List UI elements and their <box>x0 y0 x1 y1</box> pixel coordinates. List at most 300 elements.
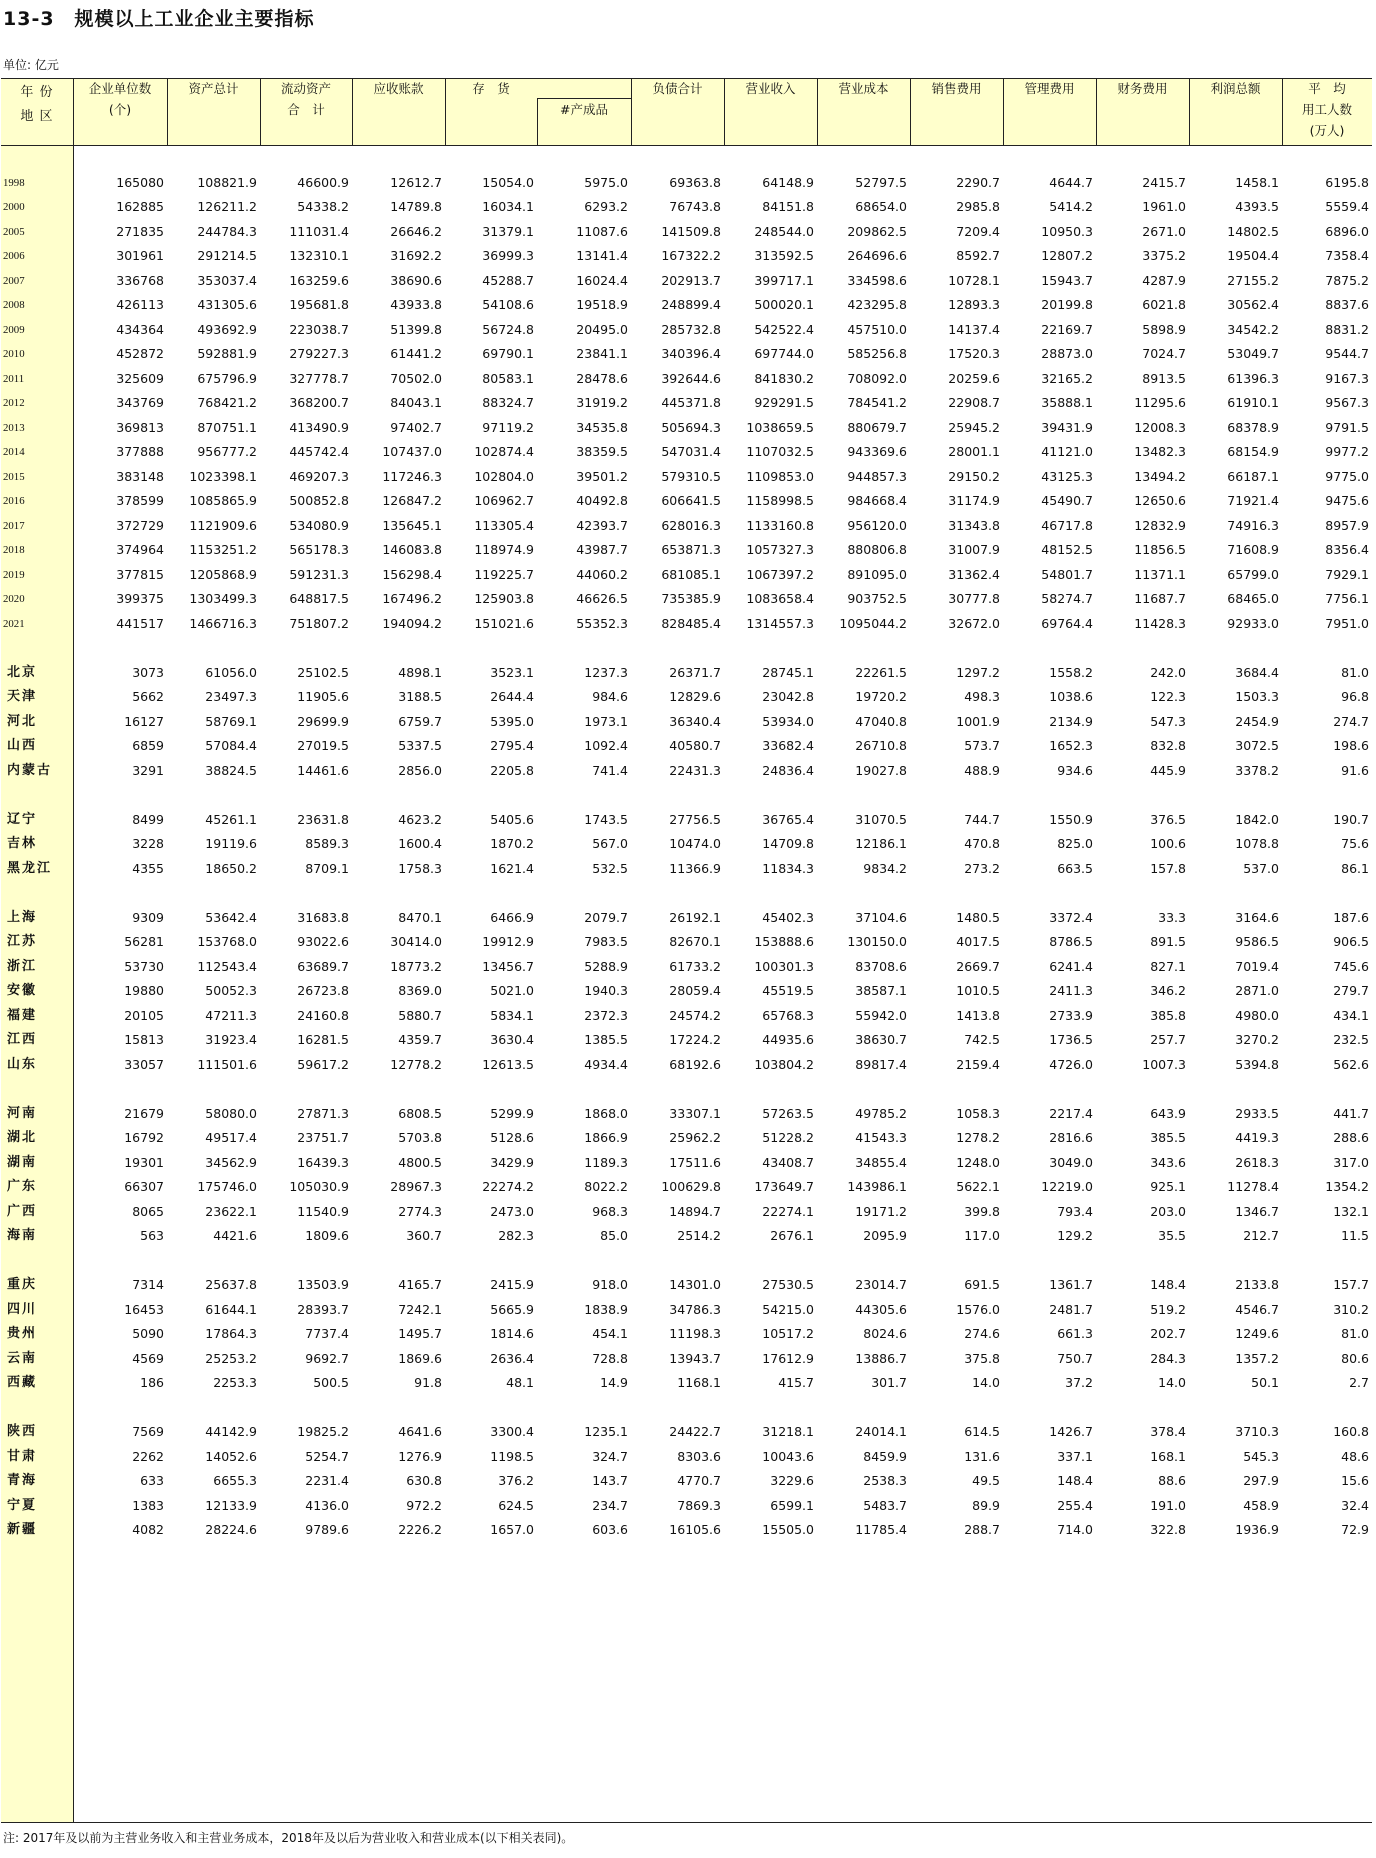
table-cell: 7875.2 <box>1325 272 1369 288</box>
col-employees-header-2: 用工人数 <box>1301 102 1352 117</box>
table-cell: 56281 <box>124 934 164 949</box>
table-cell: 2514.2 <box>677 1228 721 1243</box>
table-cell: 39431.9 <box>1041 419 1093 435</box>
table-cell: 751807.2 <box>289 615 349 631</box>
table-cell: 4569 <box>132 1350 164 1366</box>
stub-column-background <box>1 78 73 1823</box>
col-enterprises-unit: (个) <box>108 102 132 117</box>
table-cell: 5665.9 <box>490 1301 534 1317</box>
table-cell: 28393.7 <box>297 1301 349 1317</box>
table-cell: 27756.5 <box>669 811 721 827</box>
table-cell: 2481.7 <box>1049 1301 1093 1317</box>
table-cell: 2.7 <box>1349 1375 1369 1390</box>
table-cell: 22261.5 <box>855 664 907 680</box>
table-cell: 11371.1 <box>1134 566 1186 582</box>
table-cell: 3710.3 <box>1235 1424 1279 1439</box>
year-label: 2017 <box>3 519 25 532</box>
table-cell: 648817.5 <box>289 591 349 606</box>
table-cell: 1600.4 <box>398 836 442 851</box>
table-cell: 956120.0 <box>847 517 907 533</box>
table-cell: 925.1 <box>1150 1179 1186 1194</box>
table-cell: 212.7 <box>1243 1228 1279 1243</box>
region-label: 安徽 <box>7 983 38 998</box>
table-cell: 91.8 <box>414 1375 442 1390</box>
table-cell: 5299.9 <box>490 1105 534 1121</box>
table-cell: 19119.6 <box>205 836 257 851</box>
table-cell: 264696.6 <box>847 248 907 263</box>
table-cell: 968.3 <box>592 1203 628 1219</box>
table-cell: 6195.8 <box>1325 174 1369 190</box>
table-cell: 9309 <box>132 909 164 925</box>
table-cell: 28059.4 <box>669 983 721 998</box>
table-cell: 22169.7 <box>1041 321 1093 337</box>
col-finance-expense-header: 财务费用 <box>1117 81 1168 96</box>
table-cell: 66307 <box>124 1179 164 1194</box>
table-cell: 441517 <box>116 615 164 631</box>
table-cell: 12186.1 <box>855 836 907 851</box>
table-cell: 469207.3 <box>289 468 349 484</box>
table-cell: 1248.0 <box>956 1154 1000 1170</box>
table-cell: 5975.0 <box>584 174 628 190</box>
table-cell: 19504.4 <box>1227 248 1279 263</box>
table-cell: 80583.1 <box>482 370 534 386</box>
table-cell: 372729 <box>116 517 164 533</box>
table-cell: 2871.0 <box>1235 983 1279 998</box>
table-cell: 7314 <box>132 1277 164 1292</box>
table-cell: 25253.2 <box>205 1350 257 1366</box>
table-cell: 614.5 <box>964 1424 1000 1439</box>
table-cell: 130150.0 <box>847 934 907 949</box>
table-cell: 1458.1 <box>1235 174 1279 190</box>
region-label: 天津 <box>7 689 38 704</box>
region-label: 广西 <box>7 1203 38 1219</box>
col-current-assets-header: 流动资产 <box>280 81 331 96</box>
table-cell: 29150.2 <box>948 468 1000 484</box>
table-cell: 4800.5 <box>398 1154 442 1170</box>
table-cell: 2538.3 <box>863 1473 907 1488</box>
table-cell: 50.1 <box>1251 1375 1279 1390</box>
table-cell: 2985.8 <box>956 199 1000 214</box>
table-cell: 7951.0 <box>1325 615 1369 631</box>
table-cell: 10474.0 <box>669 836 721 851</box>
table-cell: 1940.3 <box>584 983 628 998</box>
table-cell: 337.1 <box>1057 1448 1093 1464</box>
table-cell: 83708.6 <box>855 958 907 974</box>
table-cell: 12133.9 <box>205 1497 257 1513</box>
table-cell: 223038.7 <box>289 321 349 337</box>
table-cell: 48.6 <box>1341 1448 1369 1464</box>
table-cell: 4136.0 <box>305 1497 349 1513</box>
table-cell: 1973.1 <box>584 713 628 729</box>
data-table <box>1 78 1373 1823</box>
table-cell: 399375 <box>116 591 164 606</box>
year-label: 1998 <box>3 176 25 189</box>
table-cell: 92933.0 <box>1227 615 1279 631</box>
col-current-assets-header-2: 合 计 <box>287 102 325 117</box>
table-cell: 6655.3 <box>213 1473 257 1488</box>
table-cell: 573.7 <box>964 738 1000 753</box>
table-cell: 44935.6 <box>762 1032 814 1047</box>
table-cell: 1346.7 <box>1235 1203 1279 1219</box>
table-cell: 43408.7 <box>762 1154 814 1170</box>
header-bottom-rule <box>1 145 1372 146</box>
table-cell: 288.7 <box>964 1522 1000 1537</box>
table-cell: 37.2 <box>1065 1375 1093 1390</box>
table-cell: 61441.2 <box>390 346 442 361</box>
table-cell: 30562.4 <box>1227 297 1279 312</box>
region-label: 宁夏 <box>7 1497 38 1513</box>
table-cell: 1158998.5 <box>746 493 814 508</box>
table-cell: 100629.8 <box>661 1179 721 1194</box>
table-cell: 89817.4 <box>855 1056 907 1072</box>
table-cell: 534080.9 <box>289 517 349 533</box>
table-cell: 151021.6 <box>474 615 534 631</box>
stub-divider <box>73 78 74 1823</box>
table-cell: 984.6 <box>592 689 628 704</box>
table-cell: 12807.2 <box>1041 248 1093 263</box>
table-cell: 61644.1 <box>205 1301 257 1317</box>
table-cell: 5898.9 <box>1142 321 1186 337</box>
table-cell: 1838.9 <box>584 1301 628 1317</box>
table-cell: 8589.3 <box>305 836 349 851</box>
table-cell: 105030.9 <box>289 1179 349 1194</box>
table-cell: 44060.2 <box>576 566 628 582</box>
table-cell: 143986.1 <box>847 1179 907 1194</box>
table-cell: 203.0 <box>1150 1203 1186 1219</box>
table-cell: 36765.4 <box>762 811 814 827</box>
table-cell: 653871.3 <box>661 542 721 557</box>
table-cell: 841830.2 <box>754 370 814 386</box>
region-label: 陕西 <box>7 1424 38 1439</box>
table-cell: 1576.0 <box>956 1301 1000 1317</box>
table-cell: 353037.4 <box>197 272 257 288</box>
table-cell: 285732.8 <box>661 321 721 337</box>
table-cell: 5559.4 <box>1325 199 1369 214</box>
col-receivables-header: 应收账款 <box>373 81 424 96</box>
region-label: 新疆 <box>7 1522 38 1537</box>
table-cell: 49785.2 <box>855 1105 907 1121</box>
table-cell: 25102.5 <box>297 664 349 680</box>
table-cell: 32672.0 <box>948 615 1000 631</box>
table-cell: 49517.4 <box>205 1130 257 1145</box>
table-cell: 750.7 <box>1057 1350 1093 1366</box>
table-cell: 46600.9 <box>297 174 349 190</box>
table-cell: 20259.6 <box>948 370 1000 386</box>
table-cell: 2669.7 <box>956 958 1000 974</box>
table-cell: 168.1 <box>1150 1448 1186 1464</box>
region-label: 江苏 <box>7 934 38 949</box>
table-cell: 65799.0 <box>1227 566 1279 582</box>
table-cell: 2134.9 <box>1049 713 1093 729</box>
table-cell: 25945.2 <box>948 419 1000 435</box>
table-cell: 34562.9 <box>205 1154 257 1170</box>
table-cell: 6241.4 <box>1049 958 1093 974</box>
table-cell: 4017.5 <box>956 934 1000 949</box>
table-cell: 7737.4 <box>305 1326 349 1341</box>
table-cell: 112543.4 <box>197 958 257 974</box>
table-cell: 16105.6 <box>669 1522 721 1537</box>
table-cell: 89.9 <box>972 1497 1000 1513</box>
table-cell: 71608.9 <box>1227 542 1279 557</box>
table-cell: 1814.6 <box>490 1326 534 1341</box>
table-cell: 54108.6 <box>482 297 534 312</box>
table-cell: 2473.0 <box>490 1203 534 1219</box>
table-cell: 8065 <box>132 1203 164 1219</box>
table-cell: 2774.3 <box>398 1203 442 1219</box>
table-cell: 31343.8 <box>948 517 1000 533</box>
table-cell: 519.2 <box>1150 1301 1186 1317</box>
table-cell: 3229.6 <box>770 1473 814 1488</box>
table-cell: 1237.3 <box>584 664 628 680</box>
table-cell: 624.5 <box>498 1497 534 1513</box>
table-cell: 84151.8 <box>762 199 814 214</box>
table-cell: 8709.1 <box>305 860 349 876</box>
table-cell: 1058.3 <box>956 1105 1000 1121</box>
table-cell: 9977.2 <box>1325 444 1369 459</box>
region-label: 山西 <box>7 738 38 753</box>
table-cell: 4641.6 <box>398 1424 442 1439</box>
table-cell: 325609 <box>116 370 164 386</box>
table-cell: 49.5 <box>972 1473 1000 1488</box>
table-cell: 28873.0 <box>1041 346 1093 361</box>
table-title: 13-3 规模以上工业企业主要指标 <box>3 8 315 30</box>
table-cell: 27530.5 <box>762 1277 814 1292</box>
table-cell: 1198.5 <box>490 1448 534 1464</box>
table-cell: 2159.4 <box>956 1056 1000 1072</box>
region-label: 湖南 <box>7 1154 38 1170</box>
table-cell: 22274.1 <box>762 1203 814 1219</box>
table-cell: 43933.8 <box>390 297 442 312</box>
table-cell: 8303.6 <box>677 1448 721 1464</box>
table-cell: 1109853.0 <box>746 468 814 484</box>
table-cell: 14789.8 <box>390 199 442 214</box>
table-cell: 7019.4 <box>1235 958 1279 974</box>
table-cell: 40580.7 <box>669 738 721 753</box>
table-cell: 603.6 <box>592 1522 628 1537</box>
table-cell: 1023398.1 <box>189 468 257 484</box>
table-cell: 23751.7 <box>297 1130 349 1145</box>
table-cell: 12613.5 <box>482 1056 534 1072</box>
table-cell: 11834.3 <box>762 860 814 876</box>
table-cell: 828485.4 <box>661 615 721 631</box>
table-cell: 643.9 <box>1150 1105 1186 1121</box>
table-cell: 3375.2 <box>1142 248 1186 263</box>
table-cell: 54215.0 <box>762 1301 814 1317</box>
table-cell: 943369.6 <box>847 444 907 459</box>
table-cell: 102804.0 <box>474 468 534 484</box>
table-cell: 1095044.2 <box>839 615 907 631</box>
table-cell: 7983.5 <box>584 934 628 949</box>
table-cell: 545.3 <box>1243 1448 1279 1464</box>
table-cell: 282.3 <box>498 1228 534 1243</box>
table-cell: 1133160.8 <box>746 517 814 533</box>
table-cell: 19171.2 <box>855 1203 907 1219</box>
table-cell: 1007.3 <box>1142 1056 1186 1072</box>
table-cell: 11087.6 <box>576 223 628 239</box>
table-cell: 33057 <box>124 1056 164 1072</box>
table-cell: 13482.3 <box>1134 444 1186 459</box>
table-cell: 16792 <box>124 1130 164 1145</box>
table-cell: 2095.9 <box>863 1228 907 1243</box>
table-cell: 153768.0 <box>197 934 257 949</box>
table-cell: 5405.6 <box>490 811 534 827</box>
table-cell: 903752.5 <box>847 591 907 606</box>
table-cell: 832.8 <box>1150 738 1186 753</box>
table-cell: 7209.4 <box>956 223 1000 239</box>
table-cell: 57084.4 <box>205 738 257 753</box>
table-cell: 61910.1 <box>1227 395 1279 410</box>
table-cell: 2372.3 <box>584 1007 628 1023</box>
table-cell: 68154.9 <box>1227 444 1279 459</box>
table-cell: 500.5 <box>313 1375 349 1390</box>
table-cell: 107437.0 <box>382 444 442 459</box>
table-cell: 157.8 <box>1150 860 1186 876</box>
col-total-assets-header: 资产总计 <box>188 81 239 96</box>
table-cell: 1001.9 <box>956 713 1000 729</box>
year-label: 2006 <box>3 250 25 262</box>
table-cell: 53934.0 <box>762 713 814 729</box>
table-cell: 14.0 <box>1158 1375 1186 1390</box>
table-cell: 279227.3 <box>289 346 349 361</box>
year-label: 2015 <box>3 470 25 483</box>
table-cell: 153888.6 <box>754 934 814 949</box>
table-cell: 542522.4 <box>754 321 814 337</box>
table-cell: 15.6 <box>1341 1473 1369 1488</box>
table-cell: 4421.6 <box>213 1228 257 1243</box>
region-label: 湖北 <box>7 1130 38 1145</box>
table-cell: 1868.0 <box>584 1105 628 1121</box>
table-cell: 40492.8 <box>576 493 628 508</box>
table-cell: 80.6 <box>1341 1350 1369 1366</box>
table-cell: 23622.1 <box>205 1203 257 1219</box>
table-cell: 126211.2 <box>197 199 257 214</box>
table-cell: 273.2 <box>964 860 1000 876</box>
table-cell: 3188.5 <box>398 689 442 704</box>
table-cell: 143.7 <box>592 1473 628 1488</box>
table-cell: 23042.8 <box>762 689 814 704</box>
table-cell: 5288.9 <box>584 958 628 974</box>
table-cell: 310.2 <box>1333 1301 1369 1317</box>
table-cell: 4898.1 <box>398 664 442 680</box>
table-cell: 498.3 <box>964 689 1000 704</box>
table-cell: 81.0 <box>1341 1326 1369 1341</box>
table-cell: 1297.2 <box>956 664 1000 680</box>
table-cell: 827.1 <box>1150 958 1186 974</box>
table-cell: 984668.4 <box>847 493 907 508</box>
year-label: 2016 <box>3 495 25 507</box>
table-cell: 69363.8 <box>669 174 721 190</box>
table-cell: 122.3 <box>1150 689 1186 704</box>
table-cell: 19301 <box>124 1154 164 1170</box>
table-cell: 117246.3 <box>382 468 442 484</box>
table-cell: 934.6 <box>1057 762 1093 778</box>
table-cell: 19825.2 <box>297 1424 349 1439</box>
table-cell: 1809.6 <box>305 1228 349 1243</box>
table-cell: 377815 <box>116 566 164 582</box>
table-cell: 500020.1 <box>754 297 814 312</box>
table-cell: 4287.9 <box>1142 272 1186 288</box>
table-cell: 1067397.2 <box>746 566 814 582</box>
table-cell: 9789.6 <box>305 1522 349 1537</box>
table-cell: 445371.8 <box>661 395 721 410</box>
table-cell: 4644.7 <box>1049 174 1093 190</box>
year-label: 2011 <box>3 372 25 385</box>
table-cell: 47211.3 <box>205 1007 257 1023</box>
table-cell: 368200.7 <box>289 395 349 410</box>
table-cell: 52797.5 <box>855 174 907 190</box>
table-cell: 14052.6 <box>205 1448 257 1464</box>
table-cell: 22274.2 <box>482 1179 534 1194</box>
table-cell: 4980.0 <box>1235 1007 1279 1023</box>
table-cell: 74916.3 <box>1227 517 1279 533</box>
table-cell: 13503.9 <box>297 1277 349 1292</box>
table-cell: 7358.4 <box>1325 248 1369 263</box>
table-cell: 6021.8 <box>1142 297 1186 312</box>
table-cell: 68378.9 <box>1227 419 1279 435</box>
table-cell: 6293.2 <box>584 199 628 214</box>
table-cell: 30414.0 <box>390 934 442 949</box>
table-cell: 26710.8 <box>855 738 907 753</box>
table-cell: 3073 <box>132 664 164 680</box>
table-cell: 8022.2 <box>584 1179 628 1194</box>
table-cell: 5662 <box>132 689 164 704</box>
table-cell: 10728.1 <box>948 272 1000 288</box>
table-cell: 891095.0 <box>847 566 907 582</box>
table-cell: 3523.1 <box>490 664 534 680</box>
table-cell: 1121909.6 <box>189 517 257 533</box>
table-cell: 209862.5 <box>847 223 907 239</box>
table-cell: 271835 <box>116 223 164 239</box>
table-cell: 48152.5 <box>1041 542 1093 557</box>
table-bottom-rule <box>1 1822 1372 1823</box>
table-cell: 376.2 <box>498 1473 534 1488</box>
table-cell: 9544.7 <box>1325 346 1369 361</box>
table-cell: 392644.6 <box>661 370 721 386</box>
table-cell: 24160.8 <box>297 1007 349 1023</box>
table-cell: 54338.2 <box>297 199 349 214</box>
region-label: 云南 <box>7 1350 38 1366</box>
table-cell: 3429.9 <box>490 1154 534 1170</box>
table-cell: 563 <box>140 1228 164 1243</box>
table-cell: 1057327.3 <box>746 542 814 557</box>
table-cell: 42393.7 <box>576 517 628 533</box>
table-cell: 160.8 <box>1333 1424 1369 1439</box>
table-cell: 248544.0 <box>754 223 814 239</box>
table-cell: 2415.9 <box>490 1277 534 1292</box>
table-cell: 3372.4 <box>1049 909 1093 925</box>
table-cell: 744.7 <box>964 811 1000 827</box>
table-cell: 1276.9 <box>398 1448 442 1464</box>
table-cell: 242.0 <box>1150 664 1186 680</box>
table-cell: 10517.2 <box>762 1326 814 1341</box>
table-cell: 100301.3 <box>754 958 814 974</box>
table-cell: 972.2 <box>406 1497 442 1513</box>
table-cell: 378.4 <box>1150 1424 1186 1439</box>
table-cell: 8957.9 <box>1325 517 1369 533</box>
table-cell: 1010.5 <box>956 983 1000 998</box>
table-cell: 173649.7 <box>754 1179 814 1194</box>
table-cell: 194094.2 <box>382 615 442 631</box>
table-cell: 97119.2 <box>482 419 534 435</box>
table-cell: 714.0 <box>1057 1522 1093 1537</box>
table-cell: 1657.0 <box>490 1522 534 1537</box>
table-cell: 383148 <box>116 468 164 484</box>
col-selling-expense-header: 销售费用 <box>931 81 982 96</box>
table-cell: 5254.7 <box>305 1448 349 1464</box>
table-cell: 88.6 <box>1158 1473 1186 1488</box>
table-cell: 75.6 <box>1341 836 1369 851</box>
table-cell: 16281.5 <box>297 1032 349 1047</box>
